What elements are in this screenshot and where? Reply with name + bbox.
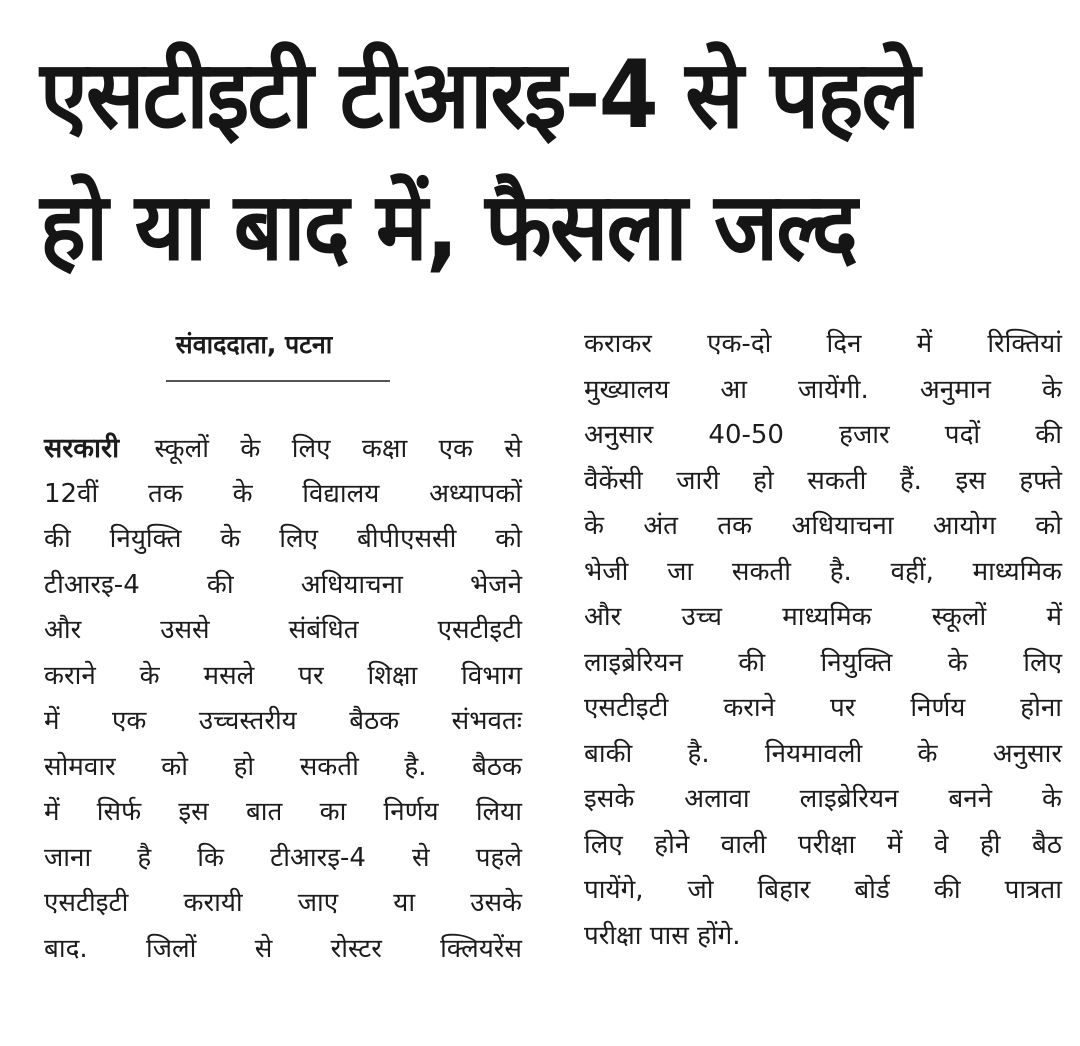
text-line: की नियुक्ति के लिए बीपीएससी को (44, 524, 522, 554)
text-line: में सिर्फ इस बात का निर्णय लिया (44, 797, 522, 827)
text-line: के अंत तक अधियाचना आयोग को (584, 511, 1062, 541)
text-line: बाद. जिलों से रोस्टर क्लियरेंस (44, 933, 522, 964)
byline-divider (166, 380, 390, 382)
text-line: पायेंगे, जो बिहार बोर्ड की पात्रता (584, 875, 1062, 905)
article-column-right (584, 322, 1062, 959)
text-line: टीआरइ-4 की अधियाचना भेजने (44, 569, 522, 600)
text-line: इसके अलावा लाइब्रेरियन बनने के (584, 784, 1062, 814)
text-line: कराकर एक-दो दिन में रिक्तियां (584, 329, 1062, 359)
text-line: वैकेंसी जारी हो सकती हैं. इस हफ्ते (584, 465, 1062, 496)
text-line: भेजी जा सकती है. वहीं, माध्यमिक (584, 556, 1062, 587)
text-line: परीक्षा पास होंगे. (584, 920, 741, 951)
text-line: सोमवार को हो सकती है. बैठक (44, 751, 522, 782)
text-line: लाइब्रेरियन की नियुक्ति के लिए (584, 647, 1062, 678)
article-body-right (584, 322, 1062, 959)
text-line: बाकी है. नियमावली के अनुसार (584, 738, 1062, 769)
text-line: और उच्च माध्यमिक स्कूलों में (584, 602, 1062, 632)
text-line: मुख्यालय आ जायेंगी. अनुमान के (584, 374, 1062, 405)
text-line: लिए होने वाली परीक्षा में वे ही बैठ (584, 829, 1062, 860)
text-line: एसटीइटी कराने पर निर्णय होना (584, 693, 1062, 723)
article-column-left (44, 322, 522, 972)
byline: संवाददाता, पटना (175, 330, 333, 359)
text-line: एसटीइटी करायी जाए या उसके (44, 888, 522, 918)
headline-line-2: हो या बाद में, फैसला जल्द (40, 173, 856, 282)
headline-line-1: एसटीइटी टीआरइ-4 से पहले (40, 41, 919, 150)
text-line: अनुसार 40-50 हजार पदों की (584, 420, 1062, 450)
text-line: 12वीं तक के विद्यालय अध्यापकों (44, 478, 522, 509)
text-line: में एक उच्चस्तरीय बैठक संभवतः (44, 706, 522, 736)
article-body-left (44, 426, 522, 972)
text-line: सरकारी स्कूलों के लिए कक्षा एक से (44, 433, 522, 464)
lead-word: सरकारी (44, 433, 120, 464)
headline (40, 30, 969, 294)
text-line: कराने के मसले पर शिक्षा विभाग (44, 660, 522, 691)
text-line: और उससे संबंधित एसटीइटी (44, 615, 522, 645)
text-line: जाना है कि टीआरइ-4 से पहले (44, 842, 522, 873)
